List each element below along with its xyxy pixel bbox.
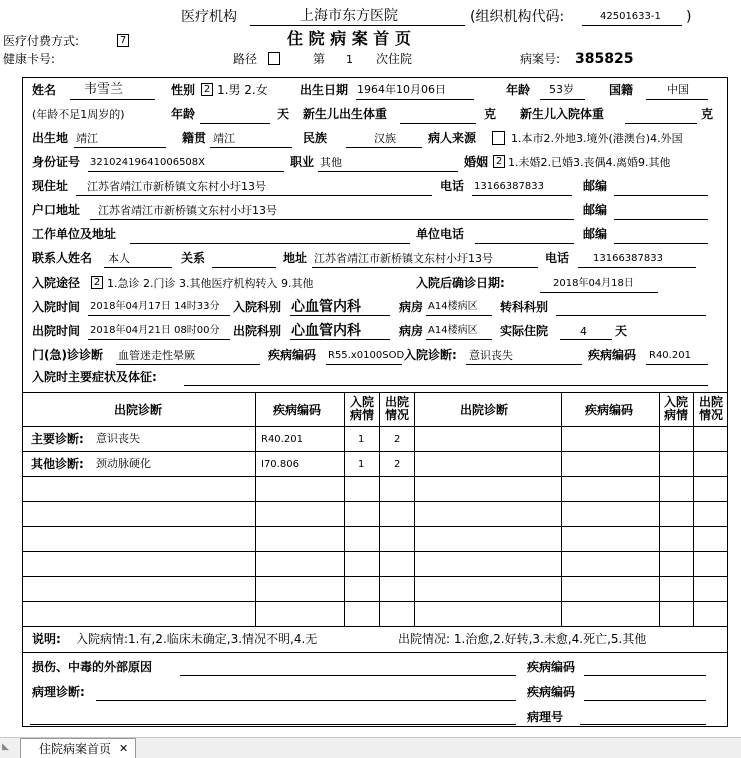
tab-bar-arrow-icon: ◣ xyxy=(2,742,9,752)
contact-phone-label: 电话 xyxy=(545,251,570,265)
op-diag-value[interactable]: 血管迷走性晕厥 xyxy=(118,349,195,362)
org-code-underline xyxy=(582,25,682,26)
table-cell-code[interactable]: R40.201 xyxy=(261,434,303,445)
stay-underline xyxy=(560,339,612,340)
infant-age-underline xyxy=(200,123,270,124)
pathology-no-underline xyxy=(580,724,706,725)
table-row-line xyxy=(23,526,727,527)
admission-count-prefix: 第 xyxy=(313,52,326,66)
contact-underline xyxy=(104,267,172,268)
ethnicity-underline xyxy=(346,147,422,148)
route-options: 1.急诊 2.门诊 3.其他医疗机构转入 9.其他 xyxy=(107,277,314,290)
pathology-code-underline xyxy=(584,700,706,701)
table-row-line xyxy=(23,601,727,602)
adm-time-label: 入院时间 xyxy=(32,300,81,314)
address-underline xyxy=(76,195,432,196)
admission-count-suffix: 次住院 xyxy=(376,52,413,66)
institution-label: 医疗机构 xyxy=(181,9,237,25)
marriage-value-box[interactable]: 2 xyxy=(493,155,505,168)
header-diag-left: 出院诊断 xyxy=(114,403,163,417)
notes-adm-cond: 入院病情:1.有,2.临床未确定,3.情况不明,4.无 xyxy=(76,632,318,646)
contact-value[interactable]: 本人 xyxy=(108,252,130,265)
hukou-postcode-label: 邮编 xyxy=(583,203,608,217)
postcode-underline xyxy=(614,195,708,196)
relation-label: 关系 xyxy=(181,251,206,265)
age-label: 年龄 xyxy=(506,83,531,97)
table-row-line xyxy=(23,451,727,452)
name-underline xyxy=(70,99,155,100)
work-postcode-label: 邮编 xyxy=(583,227,608,241)
phone-label: 电话 xyxy=(440,179,465,193)
dis-ward-value[interactable]: A14楼病区 xyxy=(428,325,478,336)
dis-time-underline xyxy=(88,339,230,340)
source-options: 1.本市2.外地3.境外(港澳台)4.外国 xyxy=(511,132,683,145)
notes-divider xyxy=(23,652,727,653)
header-adm-right: 入院病情 xyxy=(663,395,688,422)
confirm-label: 入院后确诊日期: xyxy=(416,276,505,290)
adm-diag-label: 入院诊断: xyxy=(404,348,457,362)
table-cell-code[interactable]: I70.806 xyxy=(261,459,299,470)
adm-dept-value[interactable]: 心血管内科 xyxy=(291,299,361,315)
adm-code-underline xyxy=(646,364,708,365)
dis-dept-underline xyxy=(290,339,390,340)
injury-code-label: 疾病编码 xyxy=(527,660,576,674)
sex-label: 性别 xyxy=(171,83,196,97)
table-header-line xyxy=(23,426,727,427)
table-col-line xyxy=(379,392,380,626)
transfer-label: 转科科别 xyxy=(500,300,549,314)
table-cell-dis[interactable]: 2 xyxy=(394,459,401,470)
adm-diag-underline xyxy=(466,364,582,365)
ward-underline xyxy=(426,315,492,316)
newborn-adm-weight-underline xyxy=(625,123,697,124)
newborn-weight-label: 新生儿出生体重 xyxy=(303,107,388,121)
record-no-label: 病案号: xyxy=(520,52,561,66)
org-code-close: ) xyxy=(686,9,692,25)
pathology-extra-underline xyxy=(30,724,516,725)
org-code-value: 42501633-1 xyxy=(600,11,661,22)
native-underline xyxy=(210,147,292,148)
table-row-line xyxy=(23,501,727,502)
birth-value[interactable]: 1964年10月06日 xyxy=(357,83,446,96)
nationality-value[interactable]: 中国 xyxy=(667,83,689,96)
birth-underline xyxy=(356,99,474,100)
notes-dis-cond: 出院情况: 1.治愈,2.好转,3.未愈,4.死亡,5.其他 xyxy=(398,632,647,646)
header-code-right: 疾病编码 xyxy=(585,403,634,417)
symptoms-label: 入院时主要症状及体征: xyxy=(32,370,157,384)
tab-label: 住院病案首页 xyxy=(39,742,112,756)
work-phone-label: 单位电话 xyxy=(416,227,465,241)
table-cell-diag[interactable]: 颈动脉硬化 xyxy=(96,457,151,470)
dis-ward-underline xyxy=(426,339,492,340)
op-code-underline xyxy=(326,364,402,365)
table-col-line xyxy=(659,392,660,626)
nationality-underline xyxy=(646,99,708,100)
infant-age-label: 年龄 xyxy=(171,107,196,121)
stay-unit: 天 xyxy=(615,324,628,338)
source-label: 病人来源 xyxy=(428,131,477,145)
newborn-weight-underline xyxy=(400,123,476,124)
route-label: 入院途径 xyxy=(32,276,81,290)
work-underline xyxy=(130,243,410,244)
header-diag-right: 出院诊断 xyxy=(460,403,509,417)
adm-code-label: 疾病编码 xyxy=(588,348,637,362)
institution-name: 上海市东方医院 xyxy=(300,8,398,24)
table-col-line xyxy=(561,392,562,626)
table-col-line xyxy=(693,392,694,626)
tab-medical-record[interactable] xyxy=(20,738,136,758)
dis-dept-value[interactable]: 心血管内科 xyxy=(291,323,361,339)
newborn-weight-unit: 克 xyxy=(484,107,497,121)
payment-value-box[interactable]: 7 xyxy=(117,34,129,47)
close-icon[interactable]: ✕ xyxy=(119,742,129,755)
phone-underline xyxy=(472,195,572,196)
ward-value[interactable]: A14楼病区 xyxy=(428,301,478,312)
adm-dept-underline xyxy=(290,315,390,316)
native-value[interactable]: 靖江 xyxy=(213,132,235,145)
sex-options: 1.男 2.女 xyxy=(217,83,268,97)
contact-label: 联系人姓名 xyxy=(32,251,93,265)
ethnicity-value[interactable]: 汉族 xyxy=(374,132,396,145)
pathology-code-label: 疾病编码 xyxy=(527,685,576,699)
header-dis-left: 出院情况 xyxy=(384,395,409,422)
birthplace-underline xyxy=(74,147,166,148)
infant-note: (年龄不足1周岁的) xyxy=(32,108,125,121)
op-code-label: 疾病编码 xyxy=(268,348,317,362)
symptoms-underline xyxy=(184,385,708,386)
op-code-value[interactable]: R55.x0100SOD xyxy=(328,350,405,361)
birth-label: 出生日期 xyxy=(300,83,349,97)
age-underline xyxy=(540,99,585,100)
contact-phone-value[interactable]: 13166387833 xyxy=(593,253,663,264)
infant-age-unit: 天 xyxy=(277,107,290,121)
source-checkbox[interactable] xyxy=(492,131,505,145)
payment-label: 医疗付费方式: xyxy=(3,34,80,48)
confirm-underline xyxy=(540,292,658,293)
hukou-label: 户口地址 xyxy=(32,203,81,217)
table-row-label: 其他诊断: xyxy=(31,457,84,471)
marriage-options: 1.未婚2.已婚3.丧偶4.离婚9.其他 xyxy=(508,156,671,169)
nationality-label: 国籍 xyxy=(609,83,634,97)
ward-label: 病房 xyxy=(399,300,424,314)
id-underline xyxy=(88,171,284,172)
table-row-line xyxy=(23,551,727,552)
sex-value-box[interactable]: 2 xyxy=(201,83,213,96)
table-cell-adm[interactable]: 1 xyxy=(358,434,365,445)
phone-value[interactable]: 13166387833 xyxy=(474,181,544,192)
birthplace-label: 出生地 xyxy=(32,131,69,145)
table-col-line xyxy=(414,392,415,626)
adm-time-underline xyxy=(88,315,230,316)
route-value-box[interactable]: 2 xyxy=(91,276,103,289)
table-row-label: 主要诊断: xyxy=(31,432,84,446)
institution-underline xyxy=(250,25,465,26)
table-bottom-line xyxy=(23,626,727,627)
pathology-underline xyxy=(96,700,516,701)
pathology-no-label: 病理号 xyxy=(527,710,564,724)
op-diag-underline xyxy=(116,364,260,365)
dis-time-label: 出院时间 xyxy=(32,324,81,338)
table-top-line xyxy=(23,392,727,393)
table-cell-adm[interactable]: 1 xyxy=(358,459,365,470)
hukou-postcode-underline xyxy=(614,219,708,220)
header-adm-left: 入院病情 xyxy=(349,395,374,422)
id-value[interactable]: 32102419641006508X xyxy=(90,157,206,168)
admission-count: 1 xyxy=(346,53,353,66)
table-cell-diag[interactable]: 意识丧失 xyxy=(96,432,140,445)
adm-code-value[interactable]: R40.201 xyxy=(649,350,691,361)
native-label: 籍贯 xyxy=(182,131,207,145)
newborn-adm-weight-unit: 克 xyxy=(701,107,714,121)
org-code-label: (组织机构代码: xyxy=(470,9,565,25)
injury-label: 损伤、中毒的外部原因 xyxy=(32,660,153,674)
confirm-date[interactable]: 2018年04月18日 xyxy=(553,278,634,289)
contact-addr-underline xyxy=(312,267,538,268)
header-dis-right: 出院情况 xyxy=(698,395,723,422)
work-postcode-underline xyxy=(614,243,708,244)
dis-time-value[interactable]: 2018年04月21日 08时00分 xyxy=(90,325,220,336)
postcode-label: 邮编 xyxy=(583,179,608,193)
name-label: 姓名 xyxy=(32,83,57,97)
newborn-adm-weight-label: 新生儿入院体重 xyxy=(520,107,605,121)
hukou-value[interactable]: 江苏省靖江市新桥镇文东村小圩13号 xyxy=(98,204,277,217)
address-value[interactable]: 江苏省靖江市新桥镇文东村小圩13号 xyxy=(87,180,266,193)
adm-dept-label: 入院科别 xyxy=(233,300,282,314)
injury-underline xyxy=(180,675,516,676)
hukou-underline xyxy=(90,219,574,220)
table-row-line xyxy=(23,476,727,477)
contact-addr-value[interactable]: 江苏省靖江市新桥镇文东村小圩13号 xyxy=(314,252,493,265)
table-col-line xyxy=(255,392,256,626)
birthplace-value[interactable]: 靖江 xyxy=(76,132,98,145)
stay-value[interactable]: 4 xyxy=(580,325,587,338)
pathway-label: 路径 xyxy=(233,52,258,66)
injury-code-underline xyxy=(584,675,706,676)
age-value[interactable]: 53岁 xyxy=(549,83,574,96)
occupation-label: 职业 xyxy=(290,155,315,169)
op-diag-label: 门(急)诊诊断 xyxy=(32,348,103,362)
table-row-line xyxy=(23,576,727,577)
address-label: 现住址 xyxy=(32,179,69,193)
header-code-left: 疾病编码 xyxy=(273,403,322,417)
table-cell-dis[interactable]: 2 xyxy=(394,434,401,445)
occupation-underline xyxy=(318,171,458,172)
dis-dept-label: 出院科别 xyxy=(233,324,282,338)
record-no: 385825 xyxy=(575,51,634,67)
stay-label: 实际住院 xyxy=(500,324,549,338)
health-card-label: 健康卡号: xyxy=(3,52,56,66)
table-col-line xyxy=(344,392,345,626)
contact-addr-label: 地址 xyxy=(283,251,308,265)
page-title: 住 院 病 案 首 页 xyxy=(287,29,411,48)
transfer-underline xyxy=(556,315,706,316)
notes-label: 说明: xyxy=(32,632,61,646)
ethnicity-label: 民族 xyxy=(303,131,328,145)
work-label: 工作单位及地址 xyxy=(32,227,117,241)
dis-ward-label: 病房 xyxy=(399,324,424,338)
pathway-checkbox[interactable] xyxy=(268,52,280,65)
pathology-label: 病理诊断: xyxy=(32,685,85,699)
adm-diag-value[interactable]: 意识丧失 xyxy=(469,349,513,362)
adm-time-value[interactable]: 2018年04月17日 14时33分 xyxy=(90,301,220,312)
contact-phone-underline xyxy=(578,267,696,268)
relation-underline xyxy=(212,267,276,268)
id-label: 身份证号 xyxy=(32,155,81,169)
name-value[interactable]: 韦雪兰 xyxy=(84,82,124,97)
occupation-value[interactable]: 其他 xyxy=(320,156,342,169)
work-phone-underline xyxy=(475,243,574,244)
marriage-label: 婚姻 xyxy=(464,155,489,169)
